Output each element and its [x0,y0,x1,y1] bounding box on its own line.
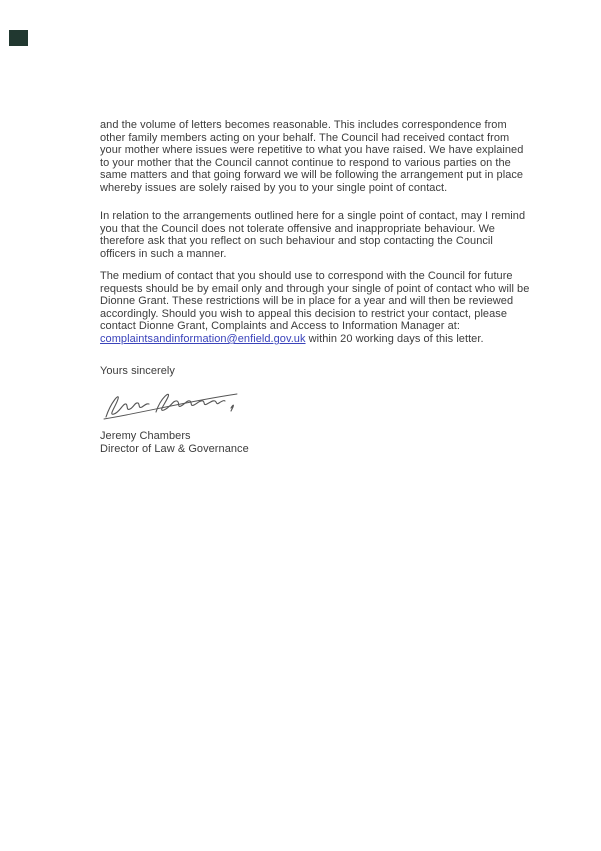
paragraph-single-point-of-contact: In relation to the arrangements outlined here for a single point of contact, may I remind you that the Council does not tolerate offensive and inappropriate behaviour. We therefore ask that you reflect on such behaviour and stop contacting the Council officers in such a manner. [100,210,526,260]
paragraph-deadline-text: within 20 working days of this letter. [305,332,484,345]
paragraph-medium-of-contact-text: The medium of contact that you should use to correspond with the Council for future requests should be by email only and through your single of point of contact who will be Dionne Grant. These restrictions will be in place for a year and will then be reviewed accordingly. Should you wish to appeal this decision to restrict your contact, please contact Dionne Grant, Complaints and Access to Information Manager at: [100,270,530,333]
signature-stroke-first [106,397,149,417]
signatory-name: Jeremy Chambers [100,430,191,442]
paragraph-medium-of-contact [100,270,530,346]
signature-stroke-second [156,394,225,412]
signature-image [101,388,246,422]
corner-mark [9,30,28,46]
signature-stroke-cross [104,394,237,419]
email-link[interactable]: complaintsandinformation@enfield.gov.uk [100,332,306,345]
signatory-block [100,430,530,455]
signature-stroke-tail [231,405,233,411]
closing-salutation: Yours sincerely [100,365,175,377]
paragraph-volume-of-letters: and the volume of letters becomes reasonable. This includes correspondence from other family members acting on your behalf. The Council had received contact from your mother where issues were repetitive to what you have raised. We have explained to your mother that the Council cannot continue to respond to various parties on the same matters and that going forward we will be following the arrangement put in place whereby issues are solely raised by you to your single point of contact. [100,119,524,194]
signatory-title: Director of Law & Governance [100,442,249,455]
